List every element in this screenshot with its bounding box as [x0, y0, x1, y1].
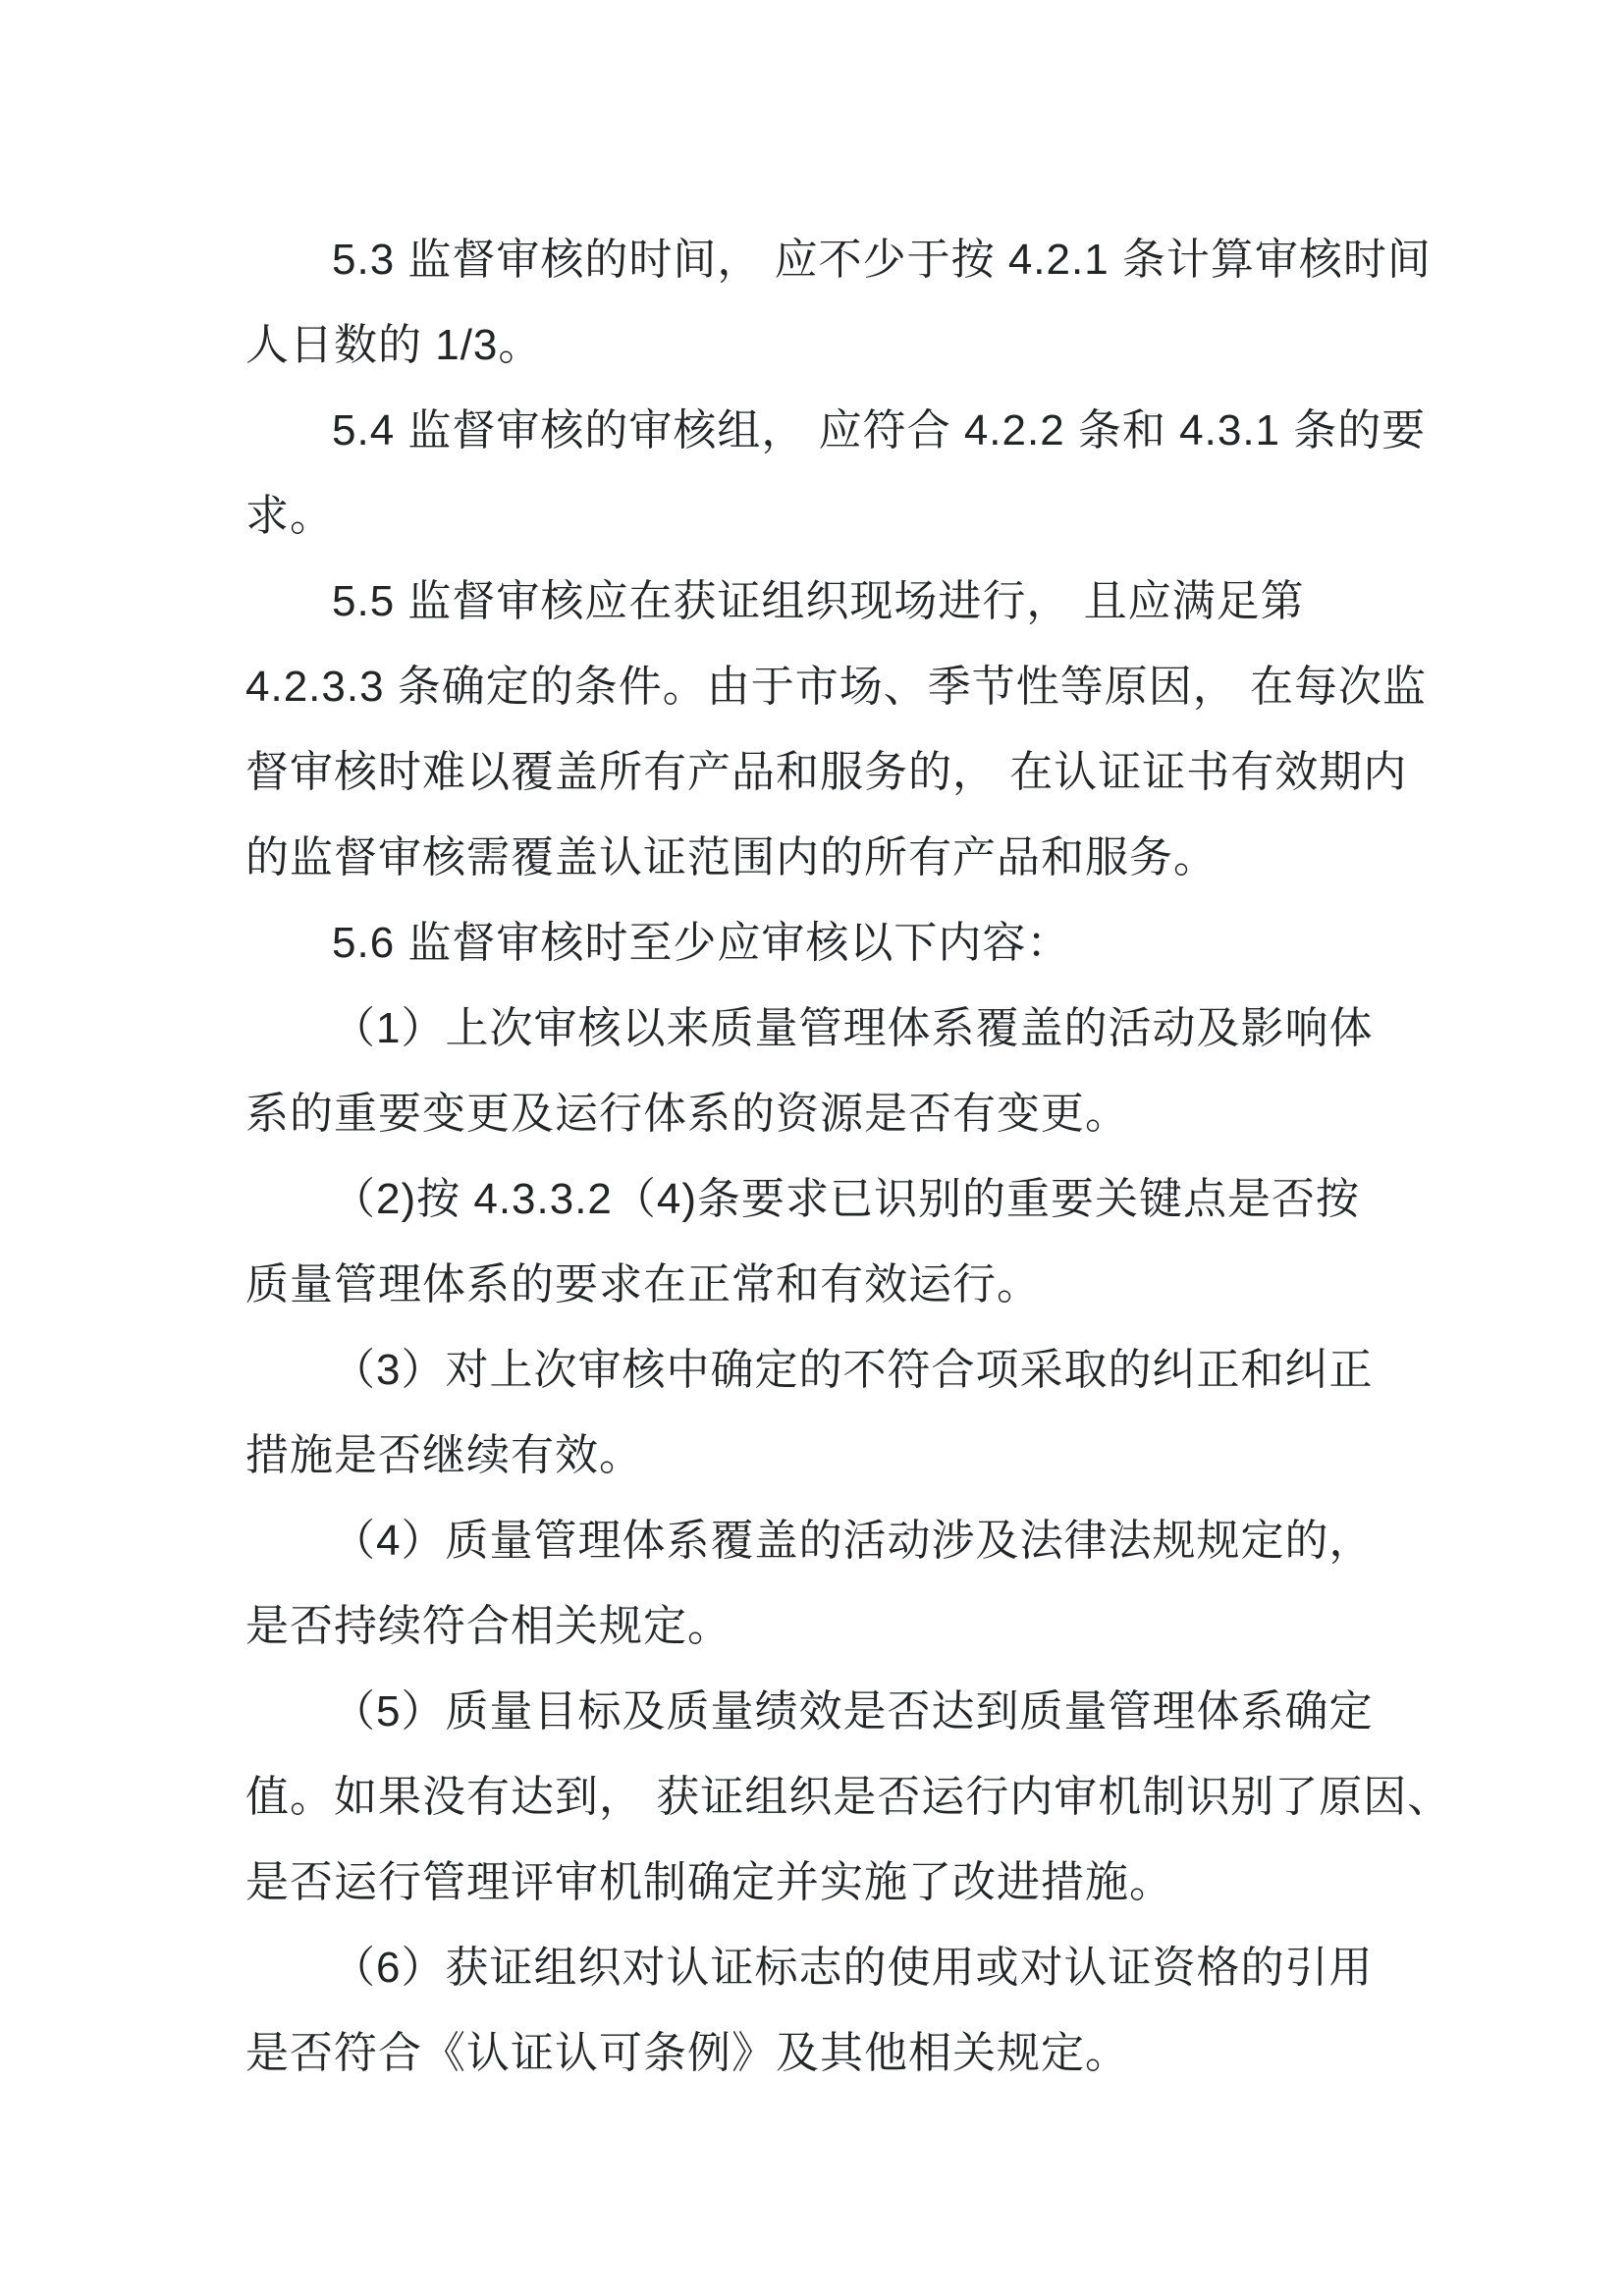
text-line: （2)按 4.3.3.2（4)条要求已识别的重要关键点是否按: [332, 1175, 1361, 1223]
text-line: 求。: [245, 492, 334, 540]
text-line: （4）质量管理体系覆盖的活动涉及法律法规规定的，: [332, 1517, 1374, 1565]
text-line: 是否持续符合相关规定。: [245, 1602, 731, 1650]
text-line: 5.3 监督审核的时间， 应不少于按 4.2.1 条计算审核时间: [332, 236, 1432, 284]
text-line: 5.5 监督审核应在获证组织现场进行， 且应满足第: [332, 577, 1305, 625]
document-body: [245, 217, 1473, 2096]
text-line: 系的重要变更及运行体系的资源是否有变更。: [245, 1090, 1129, 1138]
text-line: 值。如果没有达到， 获证组织是否运行内审机制识别了原因、: [245, 1773, 1452, 1821]
text-line: 督审核时难以覆盖所有产品和服务的， 在认证证书有效期内: [245, 748, 1408, 796]
text-line: 5.6 监督审核时至少应审核以下内容：: [332, 919, 1071, 967]
text-line: 5.4 监督审核的审核组， 应符合 4.2.2 条和 4.3.1 条的要: [332, 406, 1427, 454]
text-line: （1）上次审核以来质量管理体系覆盖的活动及影响体: [332, 1004, 1374, 1052]
text-line: （6）获证组织对认证标志的使用或对认证资格的引用: [332, 1944, 1374, 1992]
text-line: （3）对上次审核中确定的不符合项采取的纠正和纠正: [332, 1346, 1374, 1394]
text-line: 的监督审核需覆盖认证范围内的所有产品和服务。: [245, 833, 1218, 881]
text-line: 是否运行管理评审机制确定并实施了改进措施。: [245, 1858, 1173, 1906]
text-line: 是否符合《认证认可条例》及其他相关规定。: [245, 2029, 1129, 2077]
text-line: （5）质量目标及质量绩效是否达到质量管理体系确定: [332, 1687, 1374, 1735]
text-line: 人日数的 1/3。: [245, 321, 543, 369]
text-line: 4.2.3.3 条确定的条件。由于市场、季节性等原因， 在每次监: [245, 663, 1428, 711]
text-line: 质量管理体系的要求在正常和有效运行。: [245, 1260, 1041, 1308]
text-line: 措施是否继续有效。: [245, 1431, 643, 1479]
